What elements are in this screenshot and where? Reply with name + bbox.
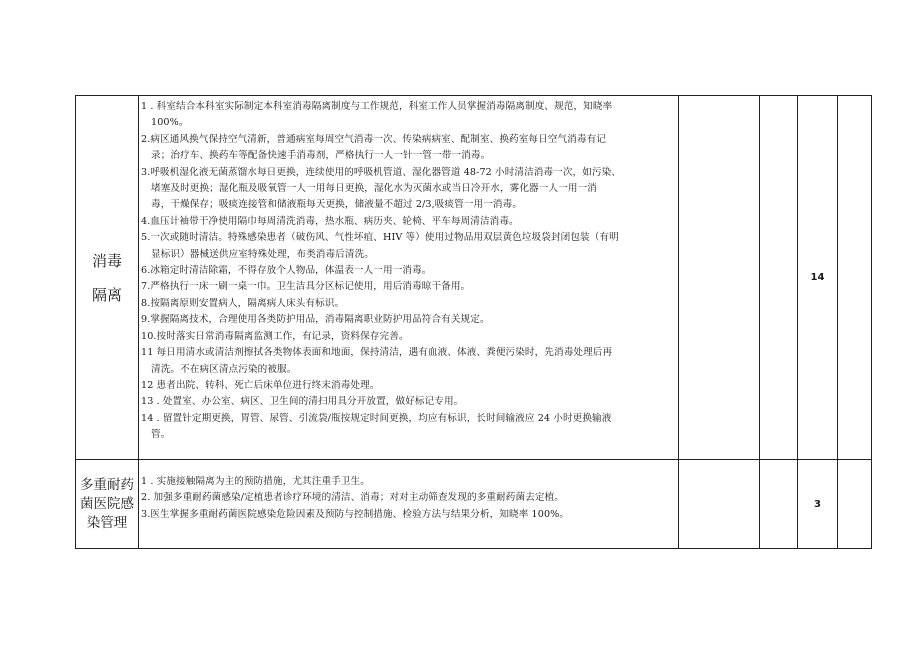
- item-text: 5.一次或随时清洁。特殊感染患者（破伤风、气性坏疽、HIV 等）使用过物品用双层黄色垃圾袋封闭包装（有明: [141, 232, 619, 244]
- item-text: 3.呼吸机湿化液无菌蒸馏水每日更换，连续使用的呼吸机管道、湿化器管道 48-72 小时清洁消毒一次，如污染、: [141, 166, 622, 178]
- item-list: [141, 474, 674, 523]
- list-item: [141, 490, 674, 506]
- item-text: 1 . 科室结合本科室实际制定本科室消毒隔离制度与工作规范，科室工作人员掌握消毒隔离制度、规范，知晓率: [141, 101, 613, 112]
- list-item: [141, 230, 674, 263]
- item-text: 9.掌握隔离技术，合理使用各类防护用品，消毒隔离职业防护用品符合有关规定。: [141, 314, 490, 326]
- item-text: 14 . 留置针定期更换，胃管、尿管、引流袋/瓶按规定时间更换，均应有标识，长时间输液应 24 小时更换输液: [141, 412, 612, 424]
- item-text-continued: 100%。: [151, 117, 189, 129]
- score-cell: 14: [798, 96, 838, 460]
- list-item: [141, 99, 674, 132]
- item-text-continued: 显标识）器械送供应室特殊处理，布类消毒后清洗。: [151, 248, 374, 260]
- empty-cell: [760, 460, 798, 549]
- list-item: [141, 132, 674, 165]
- list-item: [141, 329, 674, 345]
- category-cell: [76, 460, 139, 549]
- item-text: 2.病区通风换气保持空气清新，普通病室每周空气消毒一次、传染病病室、配制室、换药室每日空气消毒有记: [141, 133, 606, 145]
- list-item: [141, 474, 674, 490]
- category-label: 隔离: [91, 285, 122, 304]
- item-list: [141, 99, 674, 444]
- list-item: [141, 378, 674, 394]
- category-label: 染管理: [86, 514, 128, 531]
- item-text: 7.严格执行一床一刷一桌一巾。卫生洁具分区标记使用，用后消毒晾干备用。: [141, 281, 471, 293]
- empty-cell: [838, 96, 872, 460]
- list-item: [141, 507, 674, 523]
- item-text-continued: 管。: [151, 429, 171, 441]
- item-text: 10.按时落实日常消毒隔离监测工作，有记录，资料保存完善。: [141, 330, 409, 342]
- item-text: 1 . 实施接触隔离为主的预防措施，尤其注重手卫生。: [141, 476, 370, 487]
- item-text: 6.冰箱定时清洁除霜，不得存放个人物品，体温表一人一用一消毒。: [141, 265, 432, 277]
- list-item: [141, 263, 674, 279]
- list-item: [141, 312, 674, 328]
- item-text: 13 . 处置室、办公室、病区、卫生间的清扫用具分开放置，做好标记专用。: [141, 396, 464, 408]
- category-label: 多重耐药: [80, 476, 134, 493]
- inspection-table: [75, 95, 872, 549]
- list-item: [141, 214, 674, 230]
- items-cell: [139, 96, 679, 460]
- items-cell: [139, 460, 679, 549]
- item-text-continued: 录；治疗车、换药车等配备快速手消毒剂，严格执行一人一针一管一带一消毒。: [151, 150, 491, 162]
- list-item: [141, 345, 674, 378]
- item-text: 8.按隔离原则安置病人，隔离病人床头有标识。: [141, 297, 345, 309]
- category-cell: [76, 96, 139, 460]
- empty-cell: [679, 96, 760, 460]
- list-item: [141, 279, 674, 295]
- list-item: [141, 296, 674, 312]
- item-text: 4.血压计袖带干净使用隔巾每周清洗消毒，热水瓶、病历夹、轮椅、平车每周清洁消毒。: [141, 215, 519, 227]
- empty-cell: [838, 460, 872, 549]
- table-row: [76, 460, 872, 549]
- empty-cell: [760, 96, 798, 460]
- category-label: 消毒: [91, 251, 122, 270]
- table-row: [76, 96, 872, 460]
- item-text: 11 每日用清水或清洁剂擦拭各类物体表面和地面，保持清洁，遇有血液、体液、粪便污染时，先消毒处理后再: [141, 347, 613, 359]
- empty-cell: [679, 460, 760, 549]
- item-text-continued: 毒，干燥保存；吸痰连接管和储液瓶每天更换，储液量不超过 2/3,吸痰管一用一消毒。: [151, 199, 523, 211]
- score-cell: 3: [798, 460, 838, 549]
- item-text: 2. 加强多重耐药菌感染/定植患者诊疗环境的清洁、消毒；对对主动筛查发现的多重耐药菌去定植。: [141, 492, 564, 504]
- list-item: [141, 394, 674, 410]
- item-text-continued: 清洗。不在病区清点污染的被服。: [151, 363, 297, 375]
- category-label: 菌医院感: [80, 495, 134, 512]
- list-item: [141, 411, 674, 444]
- item-text: 12 患者出院、转科、死亡后床单位进行终末消毒处理。: [141, 379, 380, 391]
- item-text: 3.医生掌握多重耐药菌医院感染危险因素及预防与控制措施、检验方法与结果分析，知晓率 100%。: [141, 508, 570, 520]
- list-item: [141, 165, 674, 214]
- item-text-continued: 堵塞及时更换；湿化瓶及吸氧管一人一用每日更换，湿化水为灭菌水或当日冷开水，雾化器一人一用一消: [151, 183, 597, 195]
